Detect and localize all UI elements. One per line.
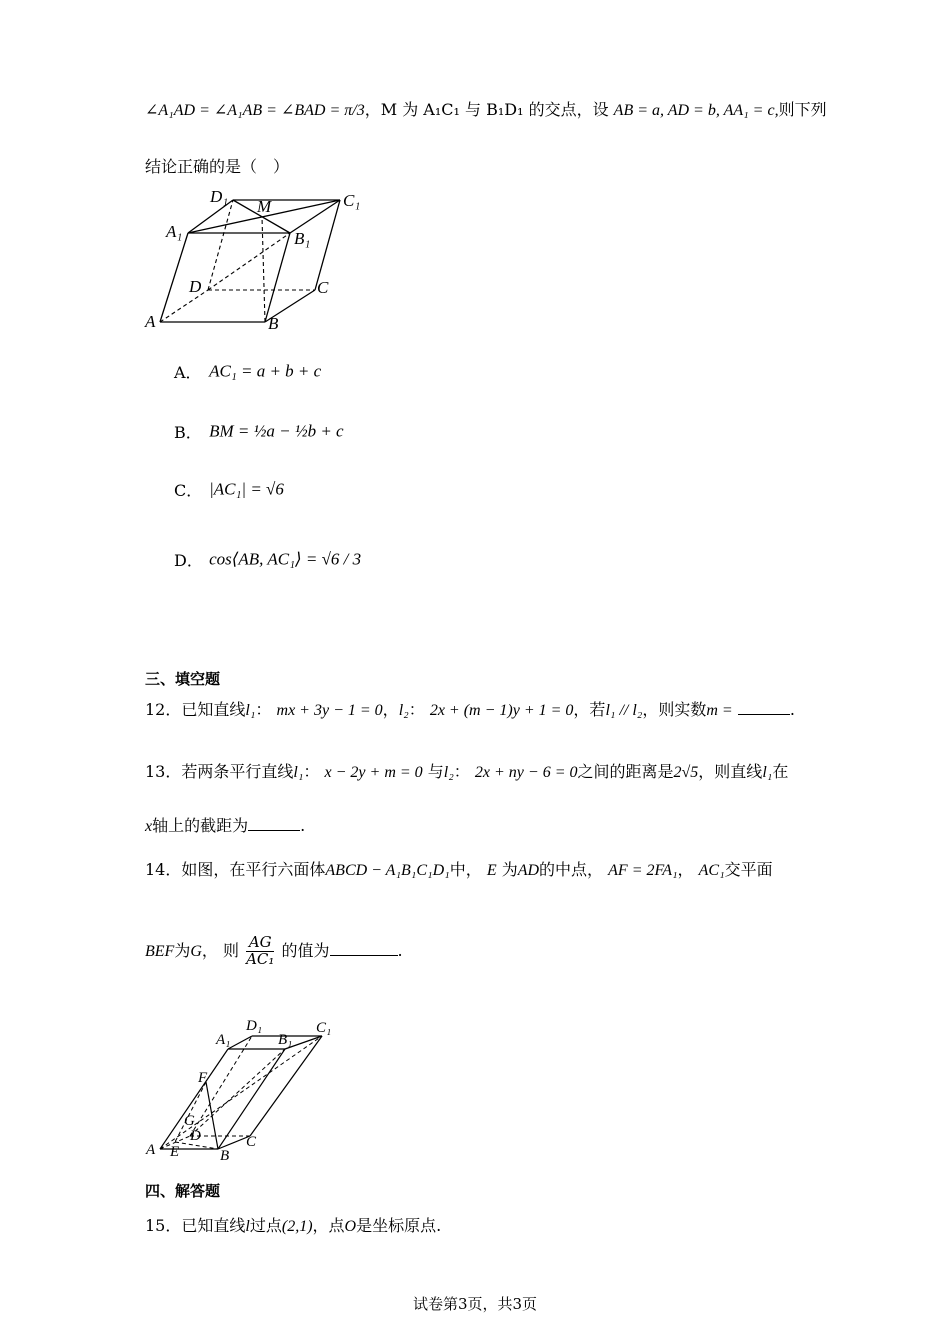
q13-line2 <box>145 816 305 836</box>
q15-text-c: ，点 <box>312 1216 345 1235</box>
q14-cond: AF = 2FA₁ <box>608 862 678 879</box>
q13-text-a: 若两条平行直线 <box>181 762 294 781</box>
q11-fig-label-C: C <box>317 278 329 297</box>
q11-option-a-content: AC₁ = a + b + c <box>209 361 322 381</box>
q11-option-a[interactable] <box>174 360 321 383</box>
q12-text-a: 已知直线 <box>181 700 246 719</box>
q11-fig-label-C1: C₁ <box>343 191 361 210</box>
q12-text-b: ，若 <box>573 700 606 719</box>
q11-option-b[interactable] <box>174 420 344 443</box>
q14-line2-text-b: ， 则 <box>201 940 239 960</box>
q14-text-e: ， <box>677 860 694 879</box>
q12-sep: ， <box>382 700 399 719</box>
q13-dist: 2√5 <box>673 764 699 781</box>
q14-E: E <box>486 862 497 879</box>
q14-fig-label-A1: A₁ <box>216 1032 231 1048</box>
page-footer: 试卷第3页，共3页 <box>412 1295 538 1313</box>
q11-option-d-content: cos⟨AB, AC₁⟩ = √6 / 3 <box>209 549 362 569</box>
q11-stem-text-1: ，M 为 A₁C₁ 与 B₁D₁ 的交点，设 <box>364 100 609 119</box>
q12-l1: l₁ <box>245 702 256 719</box>
section-4-title: 四、解答题 <box>145 1182 221 1200</box>
q11-fig-label-B1: B₁ <box>294 229 311 248</box>
q15-text-b: 过点 <box>249 1216 282 1235</box>
q14-ratio-numerator: AG <box>246 935 274 952</box>
q14-fig-label-C: C <box>246 1134 257 1150</box>
q14-plane: BEF <box>145 942 175 960</box>
q14-AC1: AC₁ <box>698 862 725 879</box>
q13-end: . <box>300 816 306 835</box>
q12-eq2: 2x + (m − 1)y + 1 = 0 <box>429 702 574 719</box>
q14-fig-label-D: D <box>190 1128 201 1144</box>
q12-number: 12． <box>145 700 182 719</box>
q11-option-d-label: D． <box>174 551 203 570</box>
q14-ratio-denominator: AC₁ <box>246 949 275 968</box>
q14-line2-text-c: 的值为 <box>281 940 330 960</box>
q14-line2-text-a: 为 <box>174 940 191 960</box>
q12-l2: l₂ <box>398 702 409 719</box>
q14-answer-blank[interactable] <box>330 955 398 956</box>
q14-solid: ABCD − A₁B₁C₁D₁ <box>325 862 450 879</box>
q14-parallelepiped-figure <box>140 1014 360 1164</box>
q14-text-a: 如图，在平行六面体 <box>181 860 326 879</box>
q14-AD: AD <box>517 862 540 879</box>
q11-option-c-content: |AC₁| = √6 <box>209 479 284 499</box>
q12-cond: l₁ // l₂ <box>605 702 643 719</box>
q12-colon1: ： <box>255 700 272 719</box>
q15 <box>145 1216 441 1236</box>
q13-text-c: 之间的距离是 <box>577 762 674 781</box>
q15-O: O <box>344 1218 357 1235</box>
q12-colon2: ： <box>408 700 425 719</box>
q14-G: G <box>190 942 202 960</box>
q11-option-b-content: BM = ½a − ½b + c <box>209 421 344 441</box>
q12-var: m = <box>706 702 733 719</box>
q11-stem-text-2: 则下列 <box>778 100 827 119</box>
q11-fig-label-D: D <box>189 277 202 296</box>
q14-fig-label-D1: D₁ <box>246 1018 263 1034</box>
q11-option-a-label: A． <box>174 363 202 382</box>
q12-answer-blank[interactable] <box>738 714 790 715</box>
q11-option-d[interactable] <box>174 548 361 571</box>
q11-fig-label-M: M <box>257 197 272 216</box>
q14-fig-label-B: B <box>220 1148 230 1164</box>
section-3-title: 三、填空题 <box>145 670 221 688</box>
q13-l1: l₁ <box>293 764 304 781</box>
q11-fig-label-A1: A₁ <box>166 222 183 241</box>
q14-line2 <box>145 935 403 968</box>
q11-stem-line1 <box>145 100 827 120</box>
q14-number: 14． <box>145 860 182 879</box>
q11-option-c-label: C． <box>174 481 203 500</box>
q11-parallelepiped-figure <box>140 186 380 336</box>
q11-stem-question: 结论正确的是（ ） <box>145 157 290 176</box>
q13-text-e: 在 <box>772 762 789 781</box>
q14-fig-label-A: A <box>146 1142 156 1158</box>
q11-option-b-label: B． <box>174 423 202 442</box>
q13-colon2: ： <box>453 762 470 781</box>
q14-fig-label-F: F <box>198 1070 208 1086</box>
q11-option-c[interactable] <box>174 478 284 501</box>
q13-text-b: 与 <box>427 762 444 781</box>
q11-fig-label-A: A <box>145 312 156 331</box>
q11-vector-definitions: AB = a, AD = b, AA₁ = c, <box>613 102 779 119</box>
q14-text-c: 为 <box>501 860 518 879</box>
q13-answer-blank[interactable] <box>248 830 300 831</box>
q13-eq2: 2x + ny − 6 = 0 <box>474 764 578 781</box>
q13-x: x <box>145 818 153 835</box>
q15-number: 15． <box>145 1216 182 1235</box>
q11-fig-label-D1: D₁ <box>210 187 229 206</box>
q14-text-b: 中， <box>449 860 482 879</box>
q13-l2: l₂ <box>443 764 454 781</box>
q11-angle-condition: ∠A₁AD = ∠A₁AB = ∠BAD = π/3 <box>145 102 365 119</box>
q14-line1 <box>145 860 773 880</box>
q14-fig-label-B1: B₁ <box>278 1032 293 1048</box>
q13-colon1: ： <box>303 762 320 781</box>
q13-line1 <box>145 762 788 782</box>
q14-fig-label-C1: C₁ <box>316 1020 332 1036</box>
q15-point: (2,1) <box>281 1218 313 1235</box>
q12 <box>145 700 795 720</box>
q13-text-d: ，则直线 <box>698 762 763 781</box>
q14-ratio-fraction <box>246 935 274 968</box>
q13-eq1: x − 2y + m = 0 <box>324 764 423 781</box>
q12-end: . <box>789 700 795 719</box>
q12-text-c: ，则实数 <box>642 700 707 719</box>
q13-number: 13． <box>145 762 182 781</box>
q14-fig-label-G: G <box>184 1113 195 1129</box>
q11-fig-label-B: B <box>268 314 279 333</box>
q15-l: l <box>245 1218 250 1235</box>
q14-text-d: 的中点， <box>539 860 604 879</box>
q13-line2-text: 轴上的截距为 <box>152 816 249 835</box>
q13-l1b: l₁ <box>762 764 773 781</box>
q15-text-a: 已知直线 <box>181 1216 246 1235</box>
q14-end: . <box>397 940 403 960</box>
q14-text-f: 交平面 <box>724 860 773 879</box>
q11-stem-line2 <box>145 157 289 176</box>
q14-fig-label-E: E <box>170 1144 180 1160</box>
q12-eq1: mx + 3y − 1 = 0 <box>276 702 383 719</box>
q15-text-d: 是坐标原点. <box>356 1216 442 1235</box>
